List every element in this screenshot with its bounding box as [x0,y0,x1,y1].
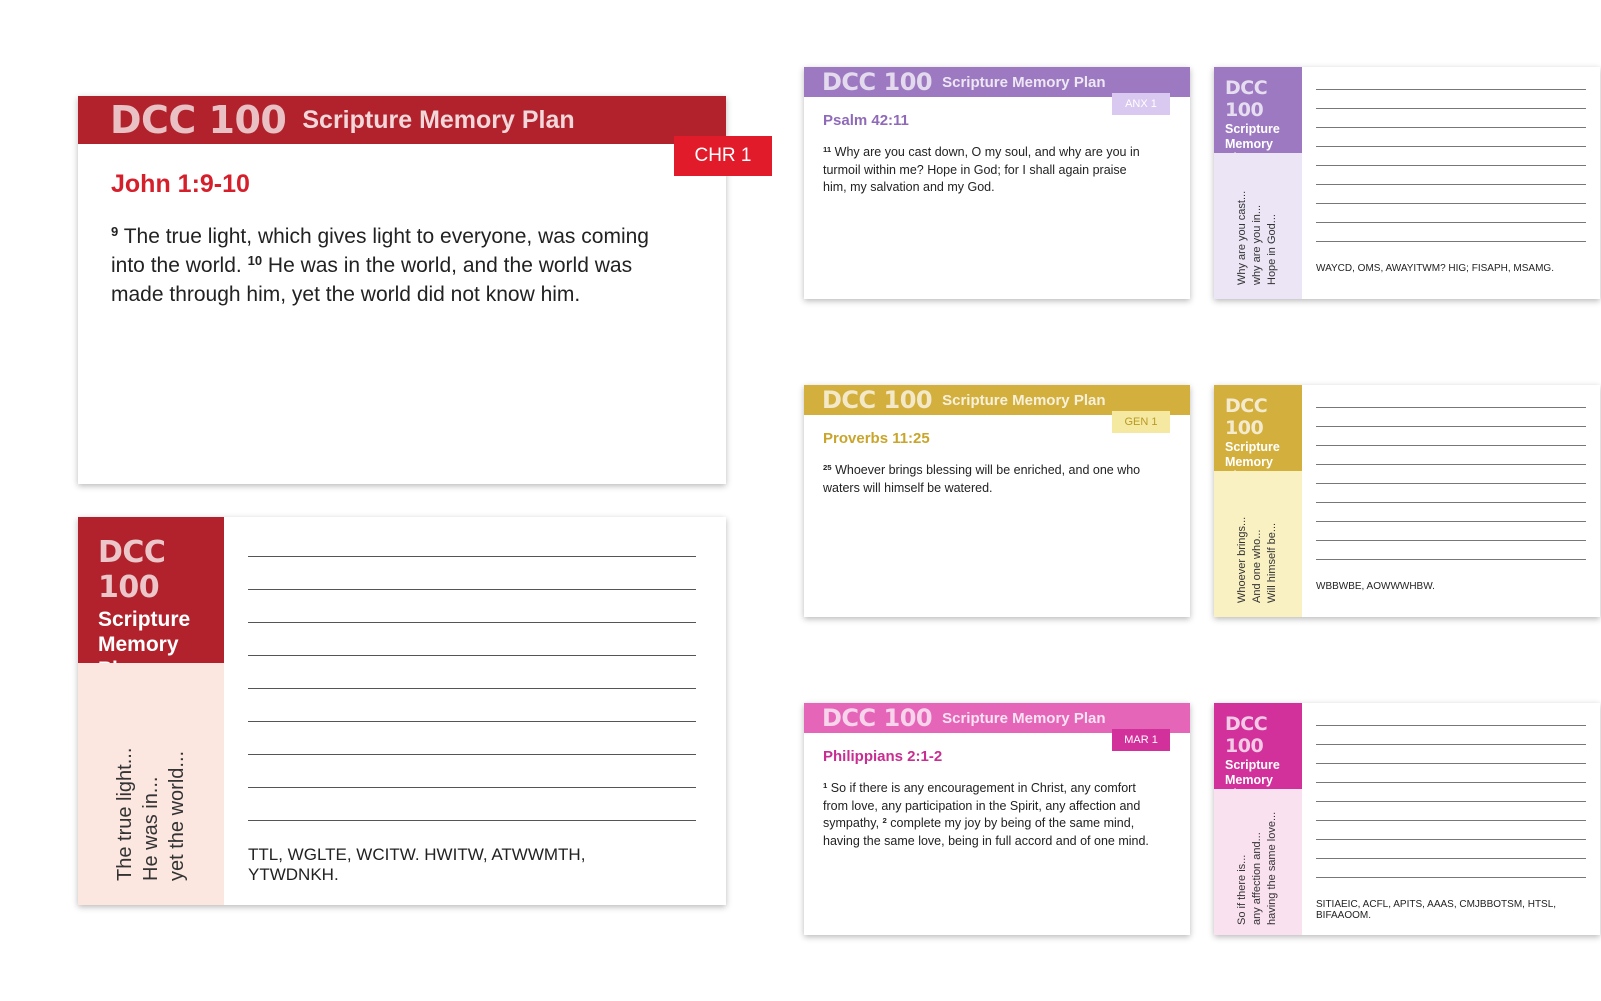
writing-line [1316,127,1586,128]
writing-line [1316,89,1586,90]
prompt-line: And one who... [1251,529,1263,603]
john-back-card [78,517,726,905]
writing-line [248,622,696,623]
writing-line [1316,858,1586,859]
prompt-panel [78,663,224,905]
verse-segment: Whoever brings blessing will be enriched, and one who waters will himself be watered. [823,463,1141,495]
writing-line [1316,108,1586,109]
psalm-back-card [1214,67,1600,299]
prompt-line: having the same love... [1266,811,1278,925]
first-letter-initials: WAYCD, OMS, AWAYITWM? HIG; FISAPH, MSAMG. [1316,263,1554,274]
verse-segment: The true light, which gives light to everyone, was coming into the world. [111,225,649,277]
dcc-100-logo: DCC 100 [822,386,933,414]
side-word: Memory [1225,772,1273,787]
writing-line [1316,744,1586,745]
side-panel [1214,703,1302,935]
prompt-line: Hope in God... [1266,214,1278,285]
verse-number: 10 [247,252,263,268]
writing-line [1316,877,1586,878]
writing-line [1316,222,1586,223]
verse-reference: Psalm 42:11 [823,112,909,129]
category-badge: ANX 1 [1112,93,1170,115]
side-brand-block [1214,703,1302,789]
writing-line [248,589,696,590]
proverbs-back-card [1214,385,1600,617]
prompt-line: Why are you cast... [1236,190,1248,285]
dcc-100-logo: DCC 100 [110,98,287,142]
writing-line [1316,521,1586,522]
side-word: Memory [1225,136,1273,151]
side-panel [1214,385,1302,617]
first-letter-initials: WBBWBE, AOWWWHBW. [1316,581,1435,592]
verse-reference: John 1:9-10 [111,170,250,198]
plan-title: Scripture Memory Plan [942,73,1106,91]
verse-text [823,144,1153,197]
side-word: Scripture [1225,122,1280,136]
writing-line [1316,426,1586,427]
writing-line [1316,445,1586,446]
verse-number: 9 [111,223,119,239]
verse-segment: Why are you cast down, O my soul, and why are you in turmoil within me? Hope in God; for I shall again praise him, my salvation and my God. [823,145,1140,194]
writing-line [1316,483,1586,484]
writing-line [1316,146,1586,147]
writing-line [248,754,696,755]
verse-reference: Proverbs 11:25 [823,430,930,447]
writing-line [1316,502,1586,503]
writing-line [248,787,696,788]
writing-line [1316,165,1586,166]
writing-line [248,556,696,557]
prompt-line: The true light... [114,747,136,881]
category-badge: GEN 1 [1112,411,1170,433]
writing-line [248,721,696,722]
prompt-line: any affection and... [1251,832,1263,925]
writing-line [1316,801,1586,802]
verse-text [823,462,1153,497]
writing-line [1316,464,1586,465]
prompt-line: Whoever brings... [1236,516,1248,603]
writing-line [1316,725,1586,726]
dcc-100-logo: DCC 100 [1225,395,1268,439]
verse-number: 25 [823,462,832,472]
dcc-100-logo: DCC 100 [1225,77,1268,121]
prompt-panel [1214,471,1302,617]
verse-number: 1 [823,780,828,790]
side-word: Scripture [1225,758,1280,772]
card-header [78,96,726,144]
writing-line [1316,559,1586,560]
plan-title: Scripture Memory Plan [302,105,575,134]
prompt-line: Will himself be... [1266,522,1278,603]
side-brand-block [1214,67,1302,153]
plan-title: Scripture Memory Plan [942,391,1106,409]
prompt-line: He was in... [140,776,162,881]
writing-line [1316,540,1586,541]
verse-text [111,222,681,309]
prompt-line: why are you in... [1251,204,1263,285]
side-panel [1214,67,1302,299]
writing-line [1316,407,1586,408]
side-brand-block [78,517,224,663]
writing-line [1316,184,1586,185]
verse-number: 2 [882,815,887,825]
dcc-100-logo: DCC 100 [98,535,166,605]
philippians-back-card [1214,703,1600,935]
writing-line [1316,241,1586,242]
verse-number: 11 [823,144,832,154]
prompt-line: So if there is... [1236,854,1248,925]
dcc-100-logo: DCC 100 [822,68,933,96]
category-badge: CHR 1 [674,136,772,176]
category-badge: MAR 1 [1112,729,1170,751]
dcc-100-logo: DCC 100 [1225,713,1268,757]
prompt-panel [1214,789,1302,935]
writing-line [248,820,696,821]
side-panel [78,517,224,905]
writing-line [248,655,696,656]
verse-segment: He was in the world, and the world was made through him, yet the world did not know him. [111,254,633,306]
philippians-front-card [804,703,1190,935]
writing-line [1316,782,1586,783]
writing-line [1316,203,1586,204]
side-word: Memory [98,633,179,656]
writing-line [1316,763,1586,764]
writing-line [1316,820,1586,821]
psalm-front-card [804,67,1190,299]
plan-title: Scripture Memory Plan [942,709,1106,727]
side-word: Scripture [98,608,191,631]
side-word: Scripture [1225,440,1280,454]
side-word: Memory [1225,454,1273,469]
john-front-card [78,96,752,484]
verse-segment: So if there is any encouragement in Christ, any comfort from love, any participation in the Spirit, any affection and sympathy, [823,781,1141,830]
side-brand-block [1214,385,1302,471]
prompt-line: yet the world... [166,750,188,881]
verse-text [823,780,1153,850]
writing-line [1316,839,1586,840]
first-letter-initials: SITIAEIC, ACFL, APITS, AAAS, CMJBBOTSM, HTSL, BIFAAOOM. [1316,899,1557,921]
verse-reference: Philippians 2:1-2 [823,748,943,765]
verse-segment: complete my joy by being of the same mind, having the same love, being in full accord and of one mind. [823,816,1149,848]
dcc-100-logo: DCC 100 [822,704,933,732]
proverbs-front-card [804,385,1190,617]
writing-line [248,688,696,689]
first-letter-initials: TTL, WGLTE, WCITW. HWITW, ATWWMTH, YTWDNKH. [248,845,586,884]
prompt-panel [1214,153,1302,299]
